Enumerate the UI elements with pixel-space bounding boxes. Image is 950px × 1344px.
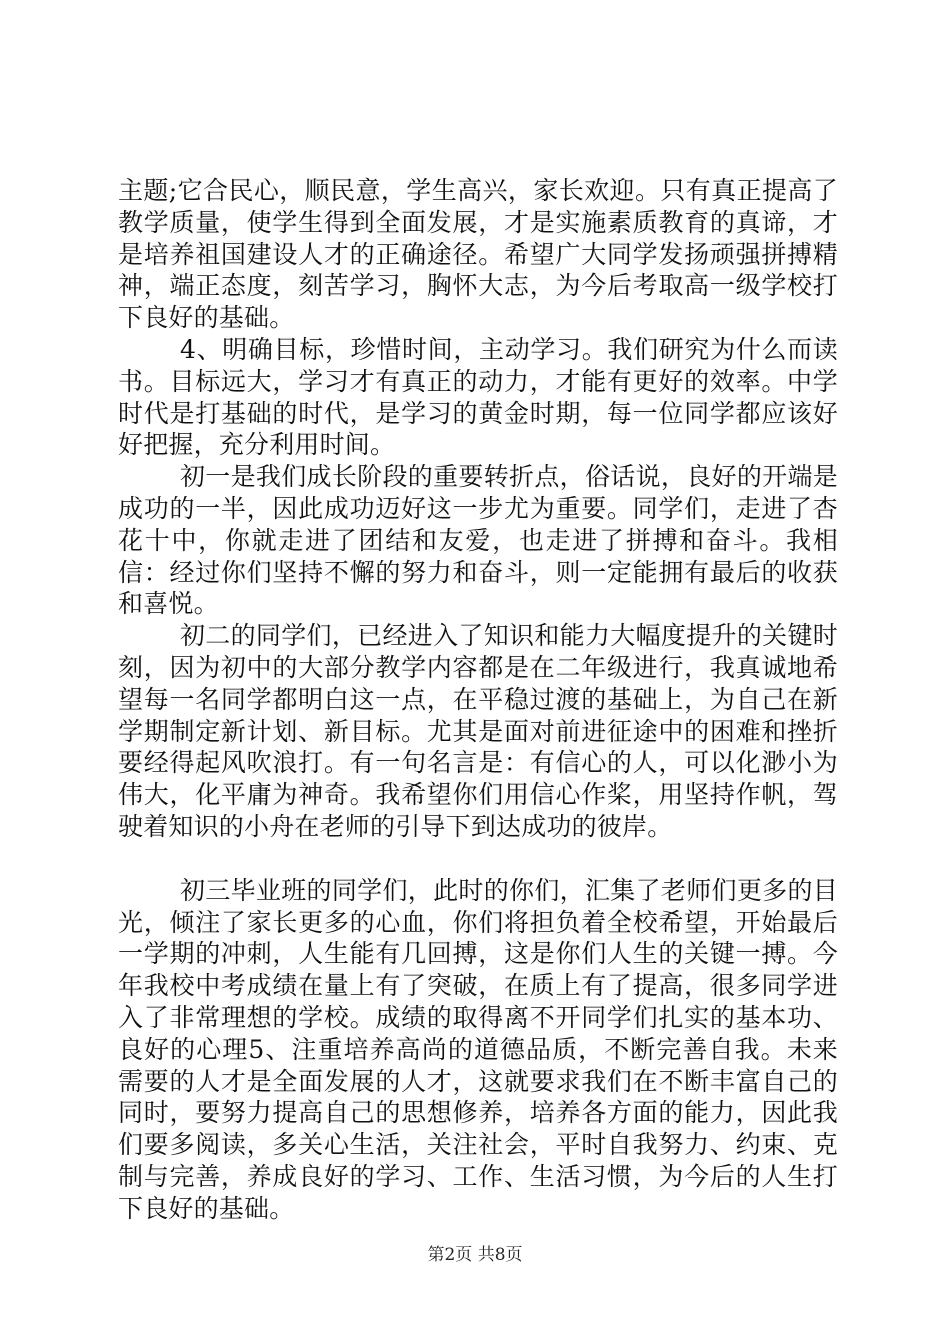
- paragraph-goals: 4、明确目标，珍惜时间，主动学习。我们研究为什么而读书。目标远大，学习才有真正的动力，才能有更好的效率。中学时代是打基础的时代，是学习的黄金时期，每一位同学都应该好好把握，充分利用时间。: [118, 334, 838, 460]
- paragraph-grade-one: 初一是我们成长阶段的重要转折点，俗话说，良好的开端是成功的一半，因此成功迈好这一步尤为重要。同学们，走进了杏花十中，你就走进了团结和友爱，也走进了拼搏和奋斗。我相信：经过你们坚持不懈的努力和奋斗，则一定能拥有最后的收获和喜悦。: [118, 462, 838, 619]
- paragraph-continuation: 主题;它合民心，顺民意，学生高兴，家长欢迎。只有真正提高了教学质量，使学生得到全面发展，才是实施素质教育的真谛，才是培养祖国建设人才的正确途径。希望广大同学发扬顽强拼搏精神，端正态度，刻苦学习，胸怀大志，为今后考取高一级学校打下良好的基础。: [118, 176, 838, 333]
- page-footer: 第2页 共8页: [427, 1245, 523, 1265]
- paragraph-grade-two: 初二的同学们，已经进入了知识和能力大幅度提升的关键时刻，因为初中的大部分教学内容都是在二年级进行，我真诚地希望每一名同学都明白这一点，在平稳过渡的基础上，为自己在新学期制定新计划、新目标。尤其是面对前进征途中的困难和挫折要经得起风吹浪打。有一句名言是：有信心的人，可以化渺小为伟大，化平庸为神奇。我希望你们用信心作桨，用坚持作帆，驾驶着知识的小舟在老师的引导下到达成功的彼岸。: [118, 621, 838, 841]
- paragraph-grade-three: 初三毕业班的同学们，此时的你们，汇集了老师们更多的目光，倾注了家长更多的心血，你们将担负着全校希望，开始最后一学期的冲刺，人生能有几回搏，这是你们人生的关键一搏。今年我校中考成绩在量上有了突破，在质上有了提高，很多同学进入了非常理想的学校。成绩的取得离不开同学们扎实的基本功、良好的心理5、注重培养高尚的道德品质，不断完善自我。未来需要的人才是全面发展的人才，这就要求我们在不断丰富自己的同时，要努力提高自己的思想修养，培养各方面的能力，因此我们要多阅读，多关心生活，关注社会，平时自我努力、约束、克制与完善，养成良好的学习、工作、生活习惯，为今后的人生打下良好的基础。: [118, 875, 838, 1223]
- document-body: [118, 175, 838, 1225]
